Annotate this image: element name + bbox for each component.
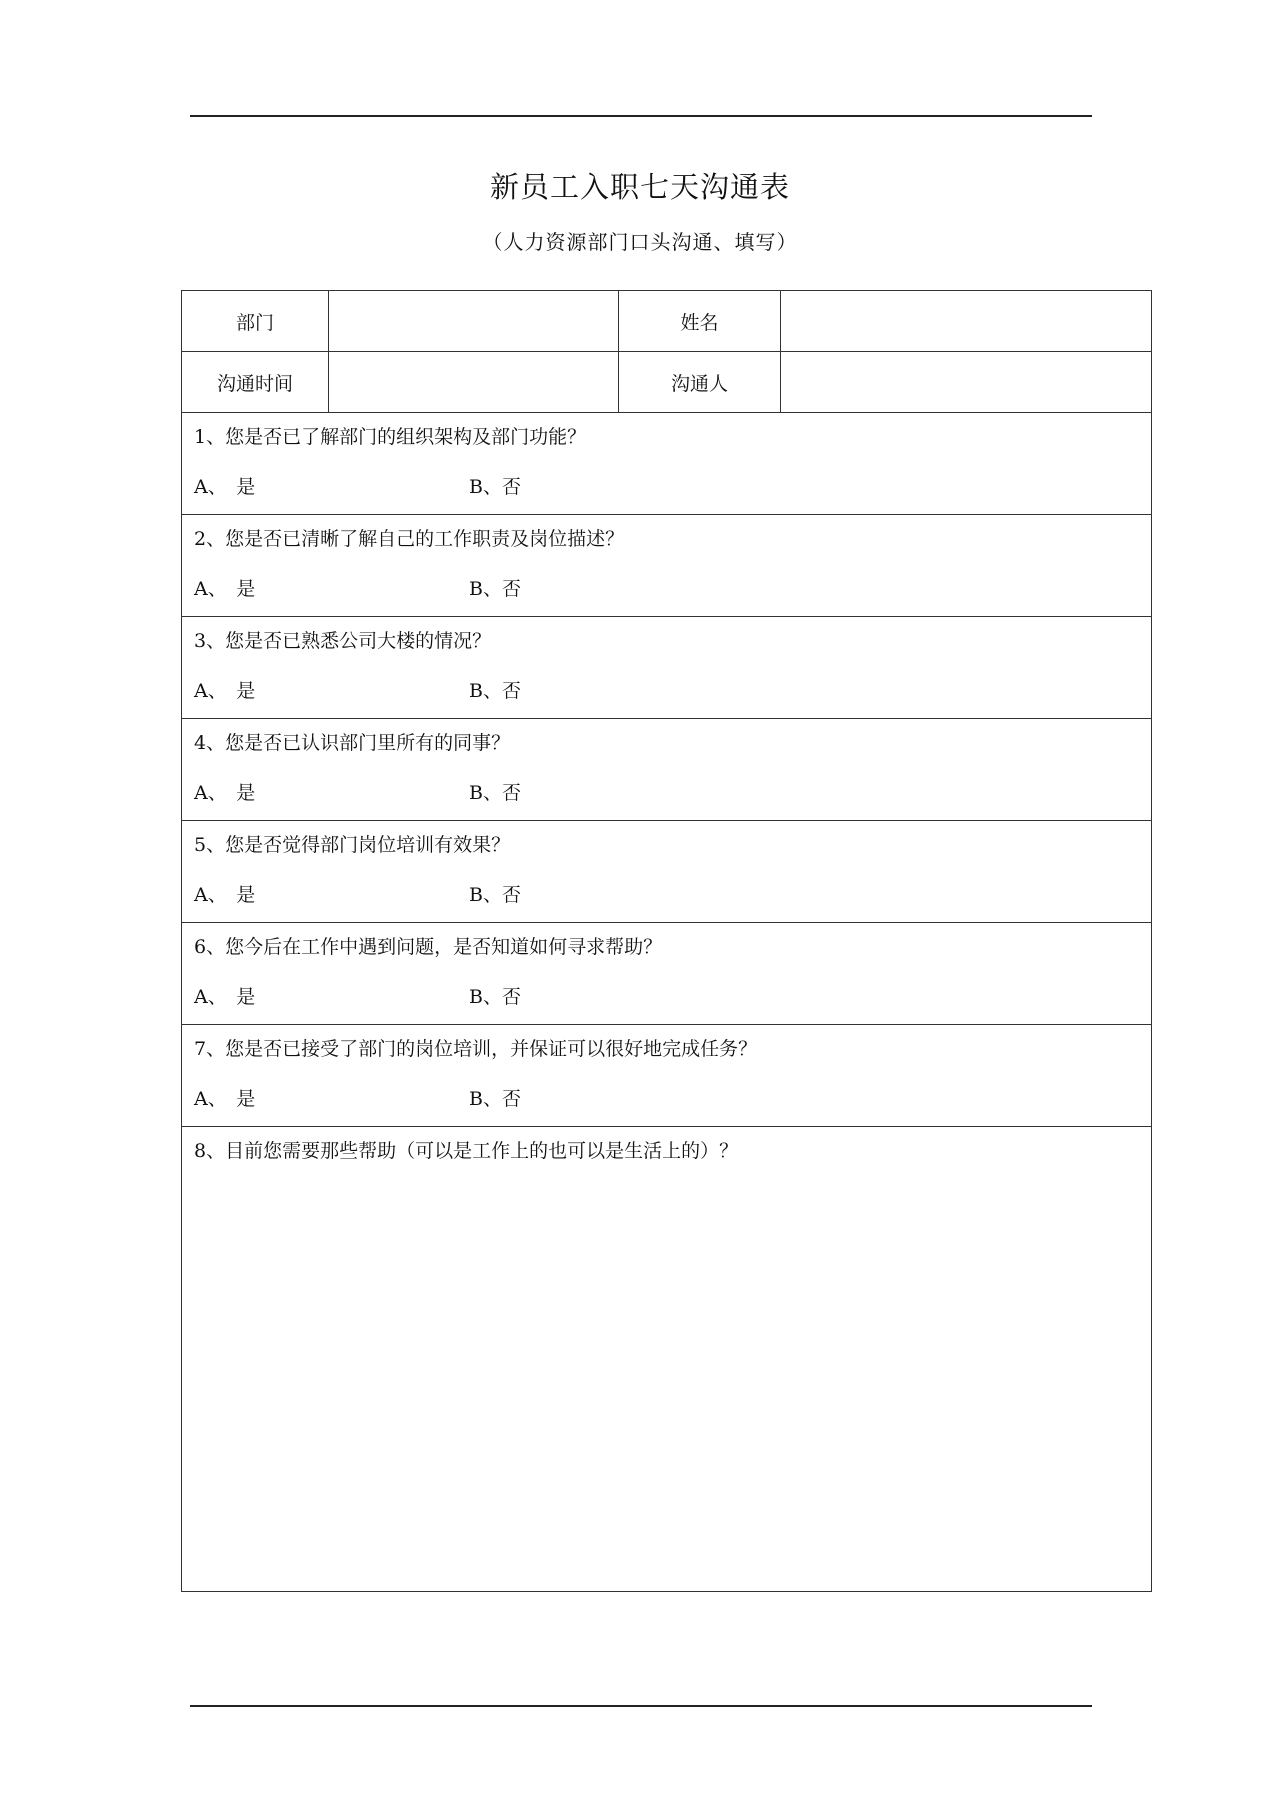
page-subtitle: （人力资源部门口头沟通、填写） — [482, 230, 798, 254]
open-question-text: 8、目前您需要那些帮助（可以是工作上的也可以是生活上的）？ — [194, 1140, 739, 1162]
communicator-field[interactable] — [781, 352, 1152, 413]
question-cell — [182, 515, 1152, 617]
page-title: 新员工入职七天沟通表 — [489, 170, 790, 204]
option-no[interactable]: B、否 — [469, 578, 521, 600]
option-yes[interactable]: A、 是 — [194, 578, 256, 600]
option-yes[interactable]: A、 是 — [194, 680, 256, 702]
department-label: 部门 — [182, 291, 329, 352]
header-row-department — [182, 291, 1152, 352]
question-cell — [182, 617, 1152, 719]
communicator-label: 沟通人 — [619, 352, 781, 413]
question-row — [182, 1025, 1152, 1127]
question-text: 6、您今后在工作中遇到问题，是否知道如何寻求帮助？ — [194, 936, 663, 958]
option-no[interactable]: B、否 — [469, 1088, 521, 1110]
question-row — [182, 413, 1152, 515]
question-row — [182, 515, 1152, 617]
question-text: 2、您是否已清晰了解自己的工作职责及岗位描述？ — [194, 528, 625, 550]
question-row — [182, 719, 1152, 821]
communication-form-table — [181, 290, 1152, 1592]
communication-time-field[interactable] — [329, 352, 619, 413]
question-row — [182, 821, 1152, 923]
communication-time-label: 沟通时间 — [182, 352, 329, 413]
option-yes[interactable]: A、 是 — [194, 1088, 256, 1110]
department-field[interactable] — [329, 291, 619, 352]
name-field[interactable] — [781, 291, 1152, 352]
question-cell — [182, 1025, 1152, 1127]
name-label: 姓名 — [619, 291, 781, 352]
open-question-row — [182, 1127, 1152, 1592]
question-text: 7、您是否已接受了部门的岗位培训，并保证可以很好地完成任务？ — [194, 1038, 758, 1060]
question-cell — [182, 413, 1152, 515]
question-cell — [182, 923, 1152, 1025]
option-yes[interactable]: A、 是 — [194, 476, 256, 498]
option-no[interactable]: B、否 — [469, 884, 521, 906]
question-cell — [182, 821, 1152, 923]
question-text: 5、您是否觉得部门岗位培训有效果？ — [194, 834, 511, 856]
option-yes[interactable]: A、 是 — [194, 782, 256, 804]
header-rule — [190, 115, 1092, 117]
option-no[interactable]: B、否 — [469, 680, 521, 702]
option-yes[interactable]: A、 是 — [194, 884, 256, 906]
question-text: 1、您是否已了解部门的组织架构及部门功能？ — [194, 426, 587, 448]
question-row — [182, 617, 1152, 719]
option-no[interactable]: B、否 — [469, 782, 521, 804]
option-no[interactable]: B、否 — [469, 986, 521, 1008]
footer-rule — [190, 1705, 1092, 1707]
option-no[interactable]: B、否 — [469, 476, 521, 498]
question-text: 3、您是否已熟悉公司大楼的情况？ — [194, 630, 492, 652]
question-cell — [182, 719, 1152, 821]
question-text: 4、您是否已认识部门里所有的同事？ — [194, 732, 511, 754]
open-question-cell[interactable] — [182, 1127, 1152, 1592]
header-row-communication — [182, 352, 1152, 413]
question-row — [182, 923, 1152, 1025]
option-yes[interactable]: A、 是 — [194, 986, 256, 1008]
